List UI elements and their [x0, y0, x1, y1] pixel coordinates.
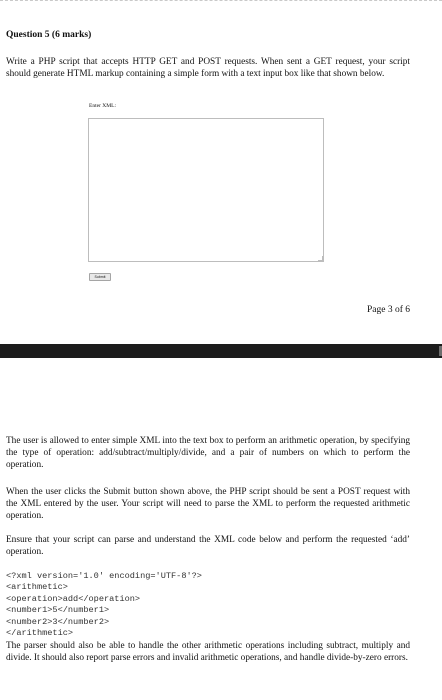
paragraph-ensure-parse: Ensure that your script can parse and understand the XML code below and perform the requested ‘add’ operation. [6, 535, 410, 558]
question-heading: Question 5 (6 marks) [6, 30, 92, 40]
code-line: <arithmetic> [6, 582, 68, 593]
xml-textarea[interactable] [88, 118, 324, 262]
code-line: <?xml version='1.0' encoding='UTF-8'?> [6, 571, 202, 581]
code-line: </arithmetic> [6, 628, 74, 639]
paragraph-parser-errors: The parser should also be able to handle the other arithmetic operations including subtract, multiply and divide. It should also report parse errors and invalid arithmetic operations, and handle divide-by-zero errors. [6, 641, 410, 664]
code-line: <operation>add</operation> [6, 593, 141, 604]
page-break-band [0, 344, 442, 358]
page-top-divider [0, 0, 442, 1]
question-intro-paragraph: Write a PHP script that accepts HTTP GET and POST requests. When sent a GET request, your script should generate HTML markup containing a simple form with a text input box like that shown below. [6, 57, 410, 80]
xml-input-label: Enter XML: [89, 103, 117, 109]
xml-code-sample [6, 571, 202, 639]
submit-button[interactable]: Submit [89, 273, 111, 281]
code-line: <number2>3</number2> [6, 616, 110, 627]
paragraph-submit-post: When the user clicks the Submit button shown above, the PHP script should be sent a POST request with the XML entered by the user. Your script will need to parse the XML to perform the requested arithmetic operation. [6, 487, 410, 522]
document-page-3 [0, 0, 442, 344]
document-page-4 [0, 358, 442, 700]
page-number: Page 3 of 6 [366, 305, 410, 315]
code-line: <number1>5</number1> [6, 605, 110, 616]
paragraph-user-allowed: The user is allowed to enter simple XML into the text box to perform an arithmetic operation, by specifying the type of operation: add/subtract/multiply/divide, and a pair of numbers on which to perform the operation. [6, 436, 410, 471]
